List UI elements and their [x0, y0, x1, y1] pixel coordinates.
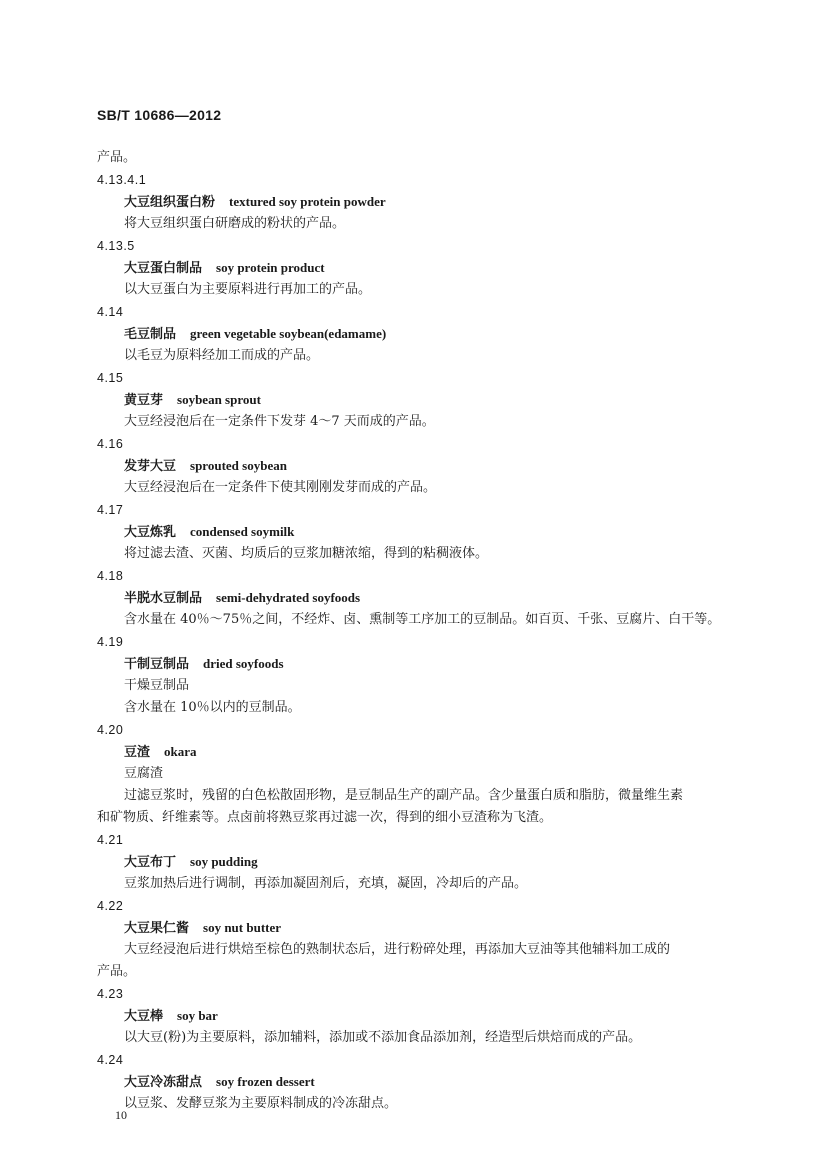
definition-text: 大豆经浸泡后在一定条件下发芽 4～7 天而成的产品。 — [124, 414, 435, 429]
term-entry — [97, 851, 747, 873]
definition-text: 以毛豆为原料经加工而成的产品。 — [124, 348, 320, 363]
definition-text: 和矿物质、纤维素等。点卤前将熟豆浆再过滤一次，得到的细小豆渣称为飞渣。 — [97, 810, 553, 825]
term-chinese: 大豆布丁 — [124, 855, 177, 870]
clause-number: 4.24 — [97, 1053, 124, 1067]
term-entry — [97, 257, 747, 279]
term-english: condensed soymilk — [190, 524, 295, 539]
page-number: 10 — [115, 1108, 127, 1122]
definition-text: 过滤豆浆时，残留的白色松散固形物，是豆制品生产的副产品。含少量蛋白质和脂肪，微量维生素 — [124, 788, 684, 803]
term-chinese: 毛豆制品 — [124, 327, 177, 342]
term-english: soy pudding — [190, 854, 258, 869]
clause-number: 4.16 — [97, 437, 124, 451]
term-chinese: 黄豆芽 — [124, 393, 164, 408]
clause-number: 4.13.4.1 — [97, 173, 147, 187]
definition-text: 干燥豆制品 — [124, 678, 190, 693]
term-chinese: 大豆蛋白制品 — [124, 261, 203, 276]
term-english: soy frozen dessert — [216, 1074, 315, 1089]
term-english: soybean sprout — [177, 392, 261, 407]
document-body — [97, 147, 747, 1115]
clause-number: 4.15 — [97, 371, 124, 385]
definition-text: 以大豆(粉)为主要原料，添加辅料，添加或不添加食品添加剂，经造型后烘焙而成的产品。 — [124, 1030, 642, 1045]
term-english: textured soy protein powder — [229, 194, 386, 209]
definition-text: 产品。 — [97, 150, 137, 165]
term-entry — [97, 653, 747, 675]
term-entry — [97, 191, 747, 213]
clause-number: 4.19 — [97, 635, 124, 649]
term-chinese: 豆渣 — [124, 745, 151, 760]
term-entry — [97, 1005, 747, 1027]
clause-number: 4.18 — [97, 569, 124, 583]
clause-number: 4.17 — [97, 503, 124, 517]
clause-number: 4.22 — [97, 899, 124, 913]
term-entry — [97, 455, 747, 477]
clause-number: 4.20 — [97, 723, 124, 737]
term-english: soy protein product — [216, 260, 325, 275]
term-entry — [97, 521, 747, 543]
term-entry — [97, 587, 747, 609]
term-chinese: 半脱水豆制品 — [124, 591, 203, 606]
document-header: SB/T 10686—2012 — [97, 107, 222, 123]
definition-text: 豆腐渣 — [124, 766, 164, 781]
term-chinese: 大豆炼乳 — [124, 525, 177, 540]
clause-number: 4.21 — [97, 833, 124, 847]
term-english: soy bar — [177, 1008, 218, 1023]
term-entry — [97, 741, 747, 763]
clause-number: 4.13.5 — [97, 239, 135, 253]
term-entry — [97, 1071, 747, 1093]
definition-text: 豆浆加热后进行调制，再添加凝固剂后，充填，凝固，冷却后的产品。 — [124, 876, 528, 891]
term-english: soy nut butter — [203, 920, 282, 935]
definition-text: 含水量在 40％～75％之间，不经炸、卤、熏制等工序加工的豆制品。如百页、千张、豆腐片、白干等。 — [124, 612, 721, 627]
term-english: sprouted soybean — [190, 458, 287, 473]
term-chinese: 干制豆制品 — [124, 657, 190, 672]
term-entry — [97, 389, 747, 411]
term-chinese: 大豆冷冻甜点 — [124, 1075, 203, 1090]
term-english: semi-dehydrated soyfoods — [216, 590, 361, 605]
term-chinese: 发芽大豆 — [124, 459, 177, 474]
term-entry — [97, 323, 747, 345]
term-entry — [97, 917, 747, 939]
term-english: dried soyfoods — [203, 656, 284, 671]
definition-text: 产品。 — [97, 964, 137, 979]
term-chinese: 大豆棒 — [124, 1009, 164, 1024]
term-chinese: 大豆果仁酱 — [124, 921, 190, 936]
term-chinese: 大豆组织蛋白粉 — [124, 195, 216, 210]
definition-text: 以大豆蛋白为主要原料进行再加工的产品。 — [124, 282, 372, 297]
definition-text: 将大豆组织蛋白研磨成的粉状的产品。 — [124, 216, 346, 231]
clause-number: 4.23 — [97, 987, 124, 1001]
definition-text: 以豆浆、发酵豆浆为主要原料制成的冷冻甜点。 — [124, 1096, 398, 1111]
clause-number: 4.14 — [97, 305, 124, 319]
definition-text: 含水量在 10％以内的豆制品。 — [124, 700, 301, 715]
term-english: okara — [164, 744, 197, 759]
definition-text: 大豆经浸泡后在一定条件下使其刚刚发芽而成的产品。 — [124, 480, 437, 495]
definition-text: 将过滤去渣、灭菌、均质后的豆浆加糖浓缩，得到的粘稠液体。 — [124, 546, 489, 561]
definition-text: 大豆经浸泡后进行烘焙至棕色的熟制状态后，进行粉碎处理，再添加大豆油等其他辅料加工成的 — [124, 942, 671, 957]
term-english: green vegetable soybean(edamame) — [190, 326, 387, 341]
